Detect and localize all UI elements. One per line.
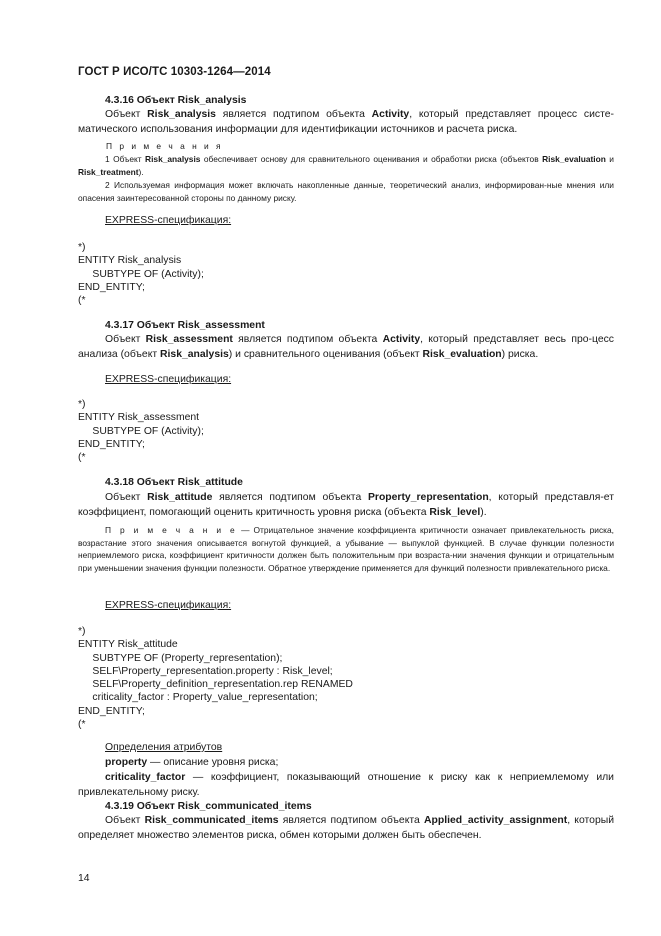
note-criticality: П р и м е ч а н и е — Отрицательное значение коэффициента критичности означает привлекательность риска, возрастание этого значения описывается вогнутой функцией, а убывание — выпуклой функцией. В случае функции полезности неприемлемого риска, коэффициент критичности должен быть положительным при возраста-нии значения функции и отрицательным при уменьшении значения функции полезности. Обратное утверждение применяется для функций полезности привлекательного риска. — [78, 525, 614, 573]
attribute-property: property — описание уровня риска; — [105, 757, 279, 768]
paragraph-risk-analysis: Объект Risk_analysis является подтипом объекта Activity, который представляет процесс систе-матического использования информации для идентификации источников и расчета риска. — [78, 109, 614, 135]
attribute-definitions-title: Определения атрибутов — [105, 742, 223, 753]
express-spec-link: EXPRESS-спецификация: — [105, 600, 232, 611]
section-heading-4-3-18: 4.3.18 Объект Risk_attitude — [105, 477, 243, 488]
page-number: 14 — [78, 873, 90, 884]
notes-title: П р и м е ч а н и я — [106, 141, 224, 151]
express-code-risk-analysis: *) ENTITY Risk_analysis SUBTYPE OF (Activity); END_ENTITY; (* — [78, 242, 204, 307]
section-heading-4-3-16: 4.3.16 Объект Risk_analysis — [105, 95, 247, 106]
standard-header: ГОСТ Р ИСО/ТС 10303-1264—2014 — [78, 66, 271, 78]
express-code-risk-attitude: *) ENTITY Risk_attitude SUBTYPE OF (Property_representation); SELF\Property_representation.property : Risk_level; SELF\Property_definition_representation.rep RENAMED criticality_factor : Property_value_representation; END_ENTITY; (* — [78, 626, 353, 731]
paragraph-risk-assessment: Объект Risk_assessment является подтипом объекта Activity, который представляет весь про-цесс анализа (объект Risk_analysis) и сравнительного оценивания (объект Risk_evaluation) риска. — [78, 334, 614, 360]
express-code-risk-assessment: *) ENTITY Risk_assessment SUBTYPE OF (Activity); END_ENTITY; (* — [78, 399, 204, 464]
paragraph-risk-communicated-items: Объект Risk_communicated_items является подтипом объекта Applied_activity_assignment, который определяет множество элементов риска, обмен которыми должен быть обеспечен. — [78, 815, 614, 841]
express-spec-link: EXPRESS-спецификация: — [105, 215, 232, 226]
section-heading-4-3-17: 4.3.17 Объект Risk_assessment — [105, 320, 265, 331]
note-2: 2 Используемая информация может включать накопленные данные, теоретический анализ, информирован-ные мнения или опасения заинтересованной стороны по данному риску. — [78, 180, 614, 203]
paragraph-risk-attitude: Объект Risk_attitude является подтипом объекта Property_representation, который представля-ет коэффициент, помогающий оценить критичность уровня риска (объекта Risk_level). — [78, 492, 614, 518]
express-spec-link: EXPRESS-спецификация: — [105, 374, 232, 385]
attribute-criticality-factor: criticality_factor — коэффициент, показывающий отношение к риску как к неприемлемому или привлекательному риску. — [78, 772, 614, 798]
section-heading-4-3-19: 4.3.19 Объект Risk_communicated_items — [105, 801, 312, 812]
note-1: 1 Объект Risk_analysis обеспечивает основу для сравнительного оценивания и обработки риска (объектов Risk_evaluation и Risk_treatment). — [78, 154, 614, 177]
